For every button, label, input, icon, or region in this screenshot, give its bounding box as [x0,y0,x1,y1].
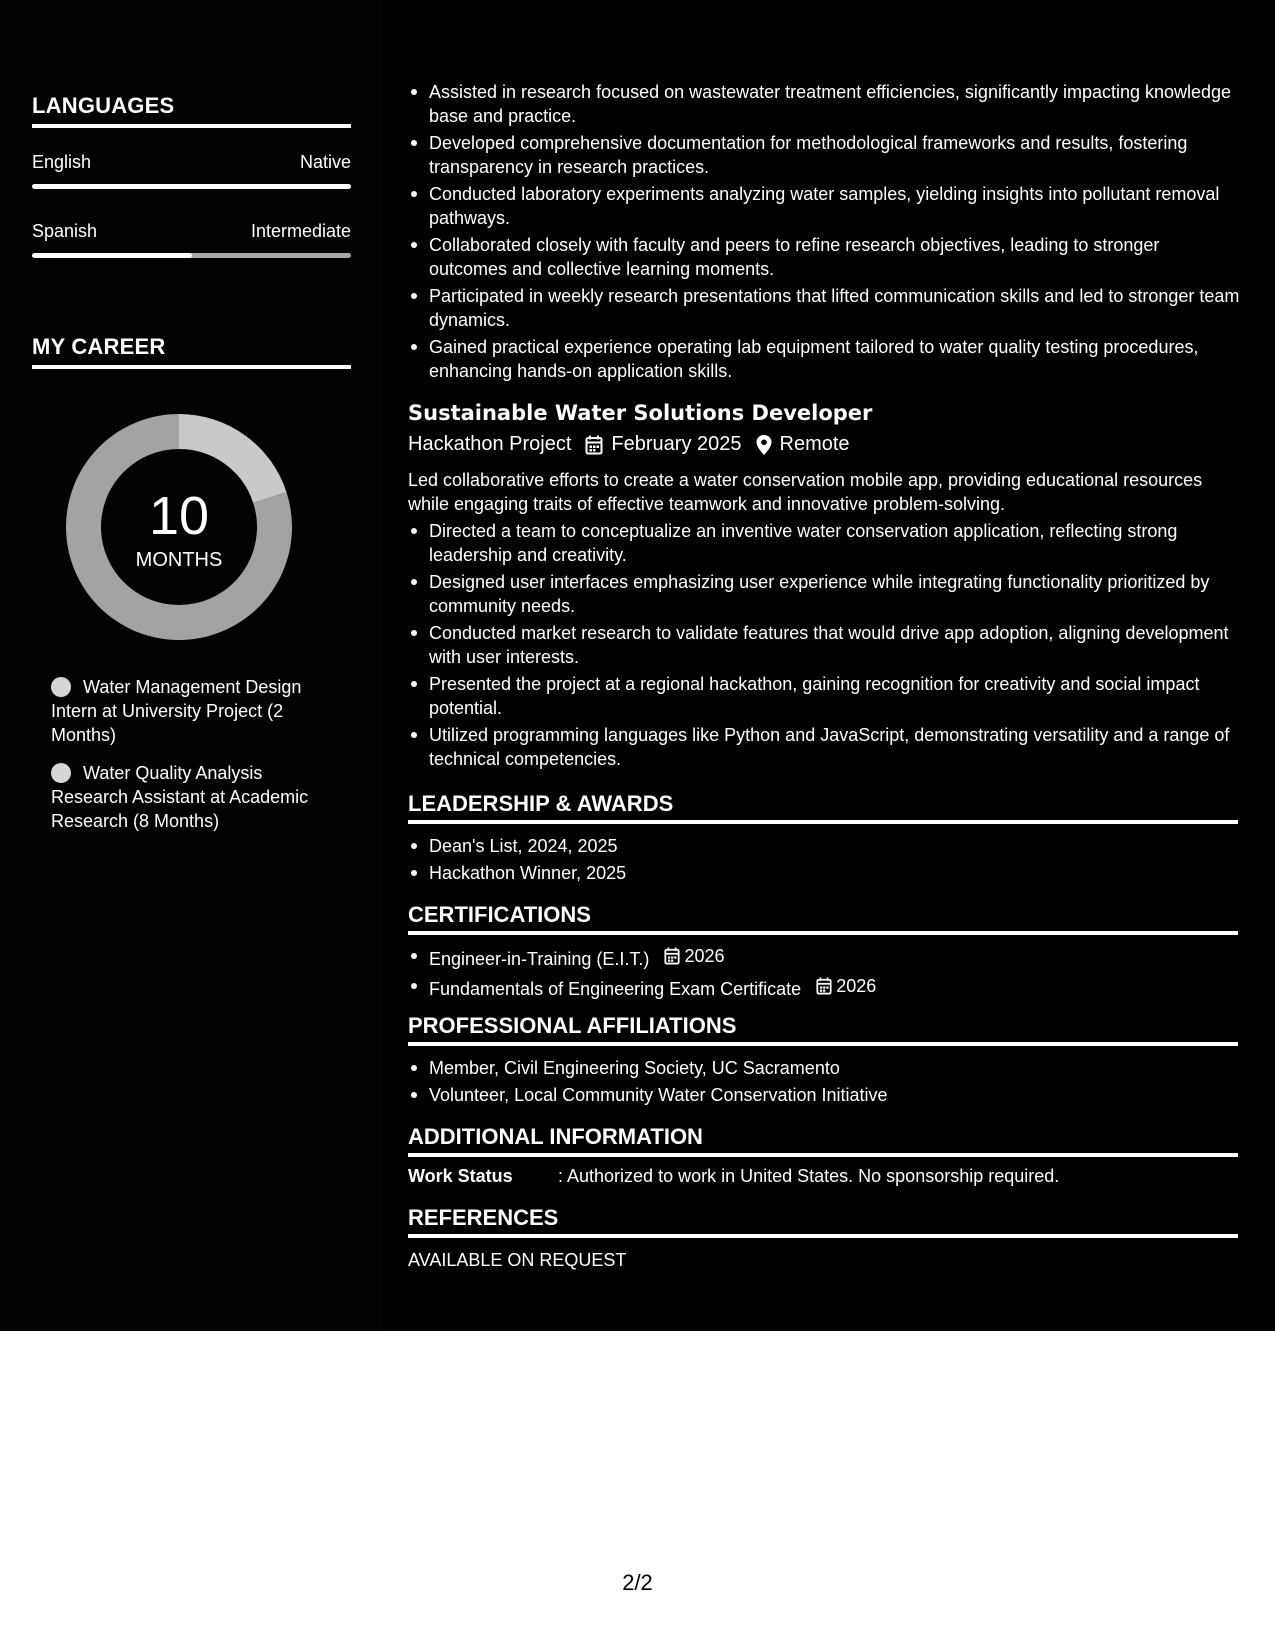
career-total-number: 10 [148,486,210,546]
career-item [51,761,336,833]
bullet-dot-icon [51,763,71,783]
list-item: Utilized programming languages like Python and JavaScript, demonstrating versatility and a range of technical competencies. [410,723,1240,771]
career-total-unit: MONTHS [135,549,223,571]
language-proficiency-bar [32,253,351,258]
language-proficiency-bar [32,184,351,189]
project-location: Remote [779,433,850,455]
career-heading: MY CAREER [32,334,351,369]
language-name: Spanish [32,221,98,241]
language-level: Native [299,152,351,172]
leadership-list [410,834,1240,888]
work-status-label: Work Status [408,1166,513,1186]
certification-year-group [664,944,724,968]
sidebar [0,0,383,1331]
language-row [32,221,351,242]
list-item: Conducted laboratory experiments analyzing water samples, yielding insights into pollutant removal pathways. [410,182,1240,230]
certification-name: Engineer-in-Training (E.I.T.) [429,949,650,969]
list-item [410,974,1240,1001]
career-item-text: Water Management Design Intern at University Project (2 Months) [51,677,302,745]
list-item: Gained practical experience operating lab equipment tailored to water quality testing procedures, enhancing hands-on application skills. [410,335,1240,383]
work-status-row [408,1166,1059,1187]
work-status-value: : Authorized to work in United States. No sponsorship required. [558,1166,1060,1186]
bullet-dot-icon [51,677,71,697]
project-org: Hackathon Project [408,433,572,455]
affiliations-heading: PROFESSIONAL AFFILIATIONS [408,1013,1238,1046]
list-item: Volunteer, Local Community Water Conservation Initiative [410,1083,1240,1107]
list-item: Participated in weekly research presentations that lifted communication skills and led to stronger team dynamics. [410,284,1240,332]
calendar-icon [585,435,603,455]
calendar-icon [664,947,680,965]
list-item: Assisted in research focused on wastewater treatment efficiencies, significantly impacting knowledge base and practice. [410,80,1240,128]
language-row [32,152,351,173]
calendar-icon [816,977,832,995]
research-bullet-list [410,80,1240,386]
affiliations-list [410,1056,1240,1110]
languages-heading: LANGUAGES [32,93,351,128]
certification-year: 2026 [684,946,725,966]
list-item: Designed user interfaces emphasizing user experience while integrating functionality prioritized by community needs. [410,570,1240,618]
project-date: February 2025 [611,433,742,455]
location-pin-icon [756,435,772,455]
list-item: Hackathon Winner, 2025 [410,861,1240,885]
certification-year-group [816,974,876,998]
list-item: Member, Civil Engineering Society, UC Sacramento [410,1056,1240,1080]
language-proficiency-fill [32,253,192,258]
references-heading: REFERENCES [408,1205,1238,1238]
project-meta [408,433,850,456]
leadership-heading: LEADERSHIP & AWARDS [408,791,1238,824]
certification-name: Fundamentals of Engineering Exam Certificate [429,979,802,999]
language-proficiency-fill [32,184,351,189]
additional-info-heading: ADDITIONAL INFORMATION [408,1124,1238,1157]
list-item: Directed a team to conceptualize an inventive water conservation application, reflecting strong leadership and creativity. [410,519,1240,567]
main-content [383,0,1275,1331]
career-item [51,675,336,747]
certifications-list [410,944,1240,1004]
certifications-heading: CERTIFICATIONS [408,902,1238,935]
project-bullet-list [410,519,1240,774]
list-item: Collaborated closely with faculty and peers to refine research objectives, leading to stronger outcomes and collective learning moments. [410,233,1240,281]
list-item: Conducted market research to validate features that would drive app adoption, aligning development with user interests. [410,621,1240,669]
list-item [410,944,1240,971]
list-item: Dean's List, 2024, 2025 [410,834,1240,858]
list-item: Presented the project at a regional hackathon, gaining recognition for creativity and social impact potential. [410,672,1240,720]
references-text: AVAILABLE ON REQUEST [408,1250,627,1270]
page-number: 2/2 [622,1570,653,1595]
list-item: Developed comprehensive documentation for methodological frameworks and results, fostering transparency in research practices. [410,131,1240,179]
project-description: Led collaborative efforts to create a water conservation mobile app, providing educational resources while engaging traits of effective teamwork and innovative problem-solving. [408,470,1203,514]
project-title: Sustainable Water Solutions Developer [408,401,873,425]
language-level: Intermediate [250,221,351,241]
language-name: English [32,152,92,172]
certification-year: 2026 [836,976,877,996]
career-item-text: Water Quality Analysis Research Assistant at Academic Research (8 Months) [51,763,309,831]
